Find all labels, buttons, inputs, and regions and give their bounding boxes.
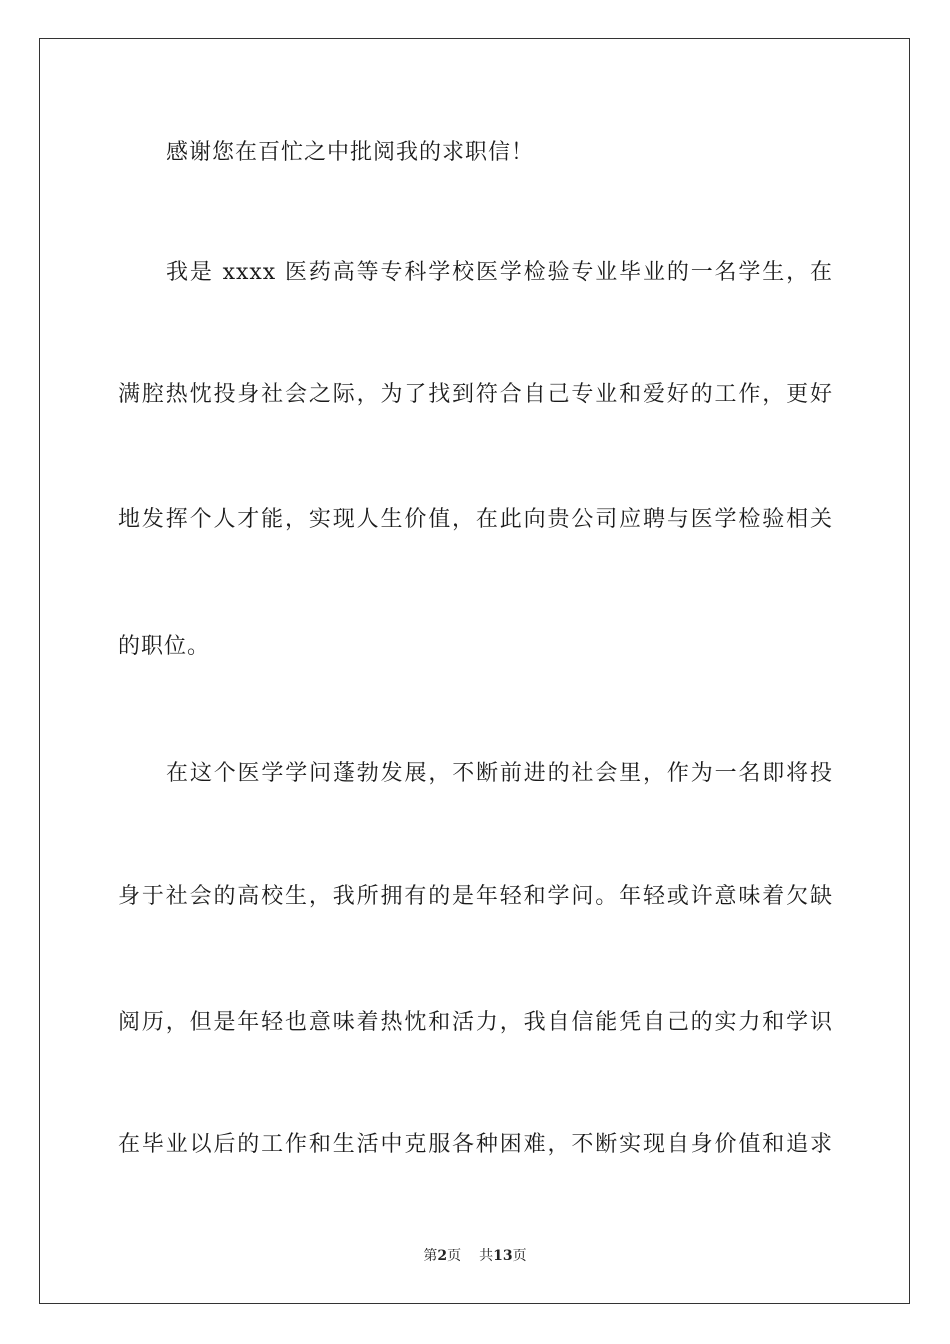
- page-footer: [0, 1246, 950, 1266]
- paragraph-line: 满腔热忱投身社会之际，为了找到符合自己专业和爱好的工作，更好: [118, 382, 833, 407]
- paragraph-line: 阅历，但是年轻也意味着热忱和活力，我自信能凭自己的实力和学识: [118, 1010, 833, 1035]
- paragraph-line: 感谢您在百忙之中批阅我的求职信！: [166, 140, 535, 165]
- total-prefix: 共: [479, 1248, 494, 1264]
- paragraph-line: 地发挥个人才能，实现人生价值，在此向贵公司应聘与医学检验相关: [118, 507, 833, 532]
- page-number: 2: [437, 1248, 448, 1264]
- total-suffix: 页: [512, 1248, 527, 1264]
- page-suffix: 页: [447, 1248, 462, 1264]
- page-prefix: 第: [423, 1248, 438, 1264]
- page-border: [39, 38, 910, 1304]
- paragraph-line: 的职位。: [118, 634, 211, 659]
- paragraph-line: 我是 xxxx 医药高等专科学校医学检验专业毕业的一名学生，在: [166, 260, 833, 285]
- paragraph-line: 在毕业以后的工作和生活中克服各种困难，不断实现自身价值和追求: [118, 1132, 833, 1157]
- total-pages: 13: [493, 1248, 513, 1264]
- paragraph-line: 身于社会的高校生，我所拥有的是年轻和学问。年轻或许意味着欠缺: [118, 884, 833, 909]
- paragraph-line: 在这个医学学问蓬勃发展，不断前进的社会里，作为一名即将投: [166, 761, 833, 786]
